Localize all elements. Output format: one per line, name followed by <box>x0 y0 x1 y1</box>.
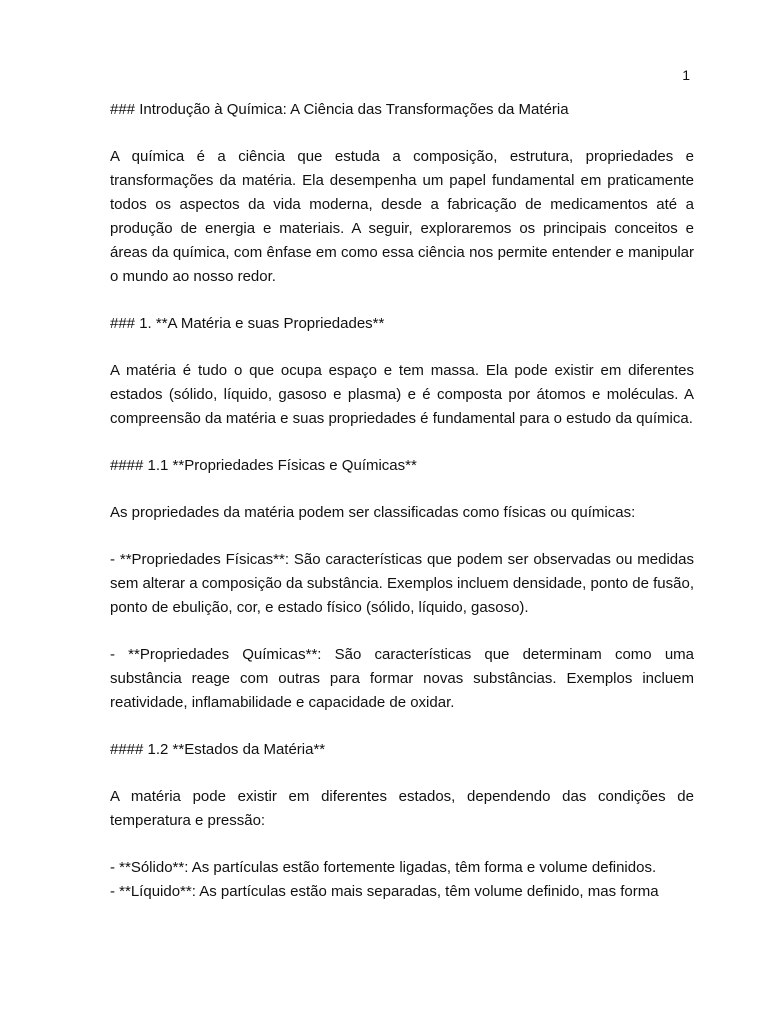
section-1-1-intro: As propriedades da matéria podem ser classificadas como físicas ou químicas: <box>110 504 636 521</box>
intro-paragraph: A química é a ciência que estuda a composição, estrutura, propriedades e transformações da matéria. Ela desempenha um papel fundamental em praticamente todos os aspectos da vida moderna, desde a fabricação de medicamentos até a produção de energia e materiais. A seguir, exploraremos os principais conceitos e áreas da química, com ênfase em como essa ciência nos permite entender e manipular o mundo ao nosso redor. <box>110 148 694 285</box>
page-number: 1 <box>682 67 690 83</box>
document-body <box>110 98 694 904</box>
section-1-1-heading: #### 1.1 **Propriedades Físicas e Químicas** <box>110 457 417 474</box>
physical-properties-item: - **Propriedades Físicas**: São características que podem ser observadas ou medidas sem alterar a composição da substância. Exemplos incluem densidade, ponto de fusão, ponto de ebulição, cor, e estado físico (sólido, líquido, gasoso). <box>110 551 694 616</box>
section-1-2-heading: #### 1.2 **Estados da Matéria** <box>110 741 326 758</box>
solid-state-item: - **Sólido**: As partículas estão fortemente ligadas, têm forma e volume definidos. <box>110 859 657 876</box>
chemical-properties-item: - **Propriedades Químicas**: São características que determinam como uma substância reage com outras para formar novas substâncias. Exemplos incluem reatividade, inflamabilidade e capacidade de oxidar. <box>110 646 694 711</box>
section-1-2-intro: A matéria pode existir em diferentes estados, dependendo das condições de temperatura e pressão: <box>110 788 694 829</box>
main-heading: ### Introdução à Química: A Ciência das Transformações da Matéria <box>110 101 569 118</box>
section-1-paragraph: A matéria é tudo o que ocupa espaço e tem massa. Ela pode existir em diferentes estados (sólido, líquido, gasoso e plasma) e é composta por átomos e moléculas. A compreensão da matéria e suas propriedades é fundamental para o estudo da química. <box>110 362 694 427</box>
section-1-heading: ### 1. **A Matéria e suas Propriedades** <box>110 315 385 332</box>
liquid-state-item: - **Líquido**: As partículas estão mais separadas, têm volume definido, mas forma <box>110 883 659 900</box>
